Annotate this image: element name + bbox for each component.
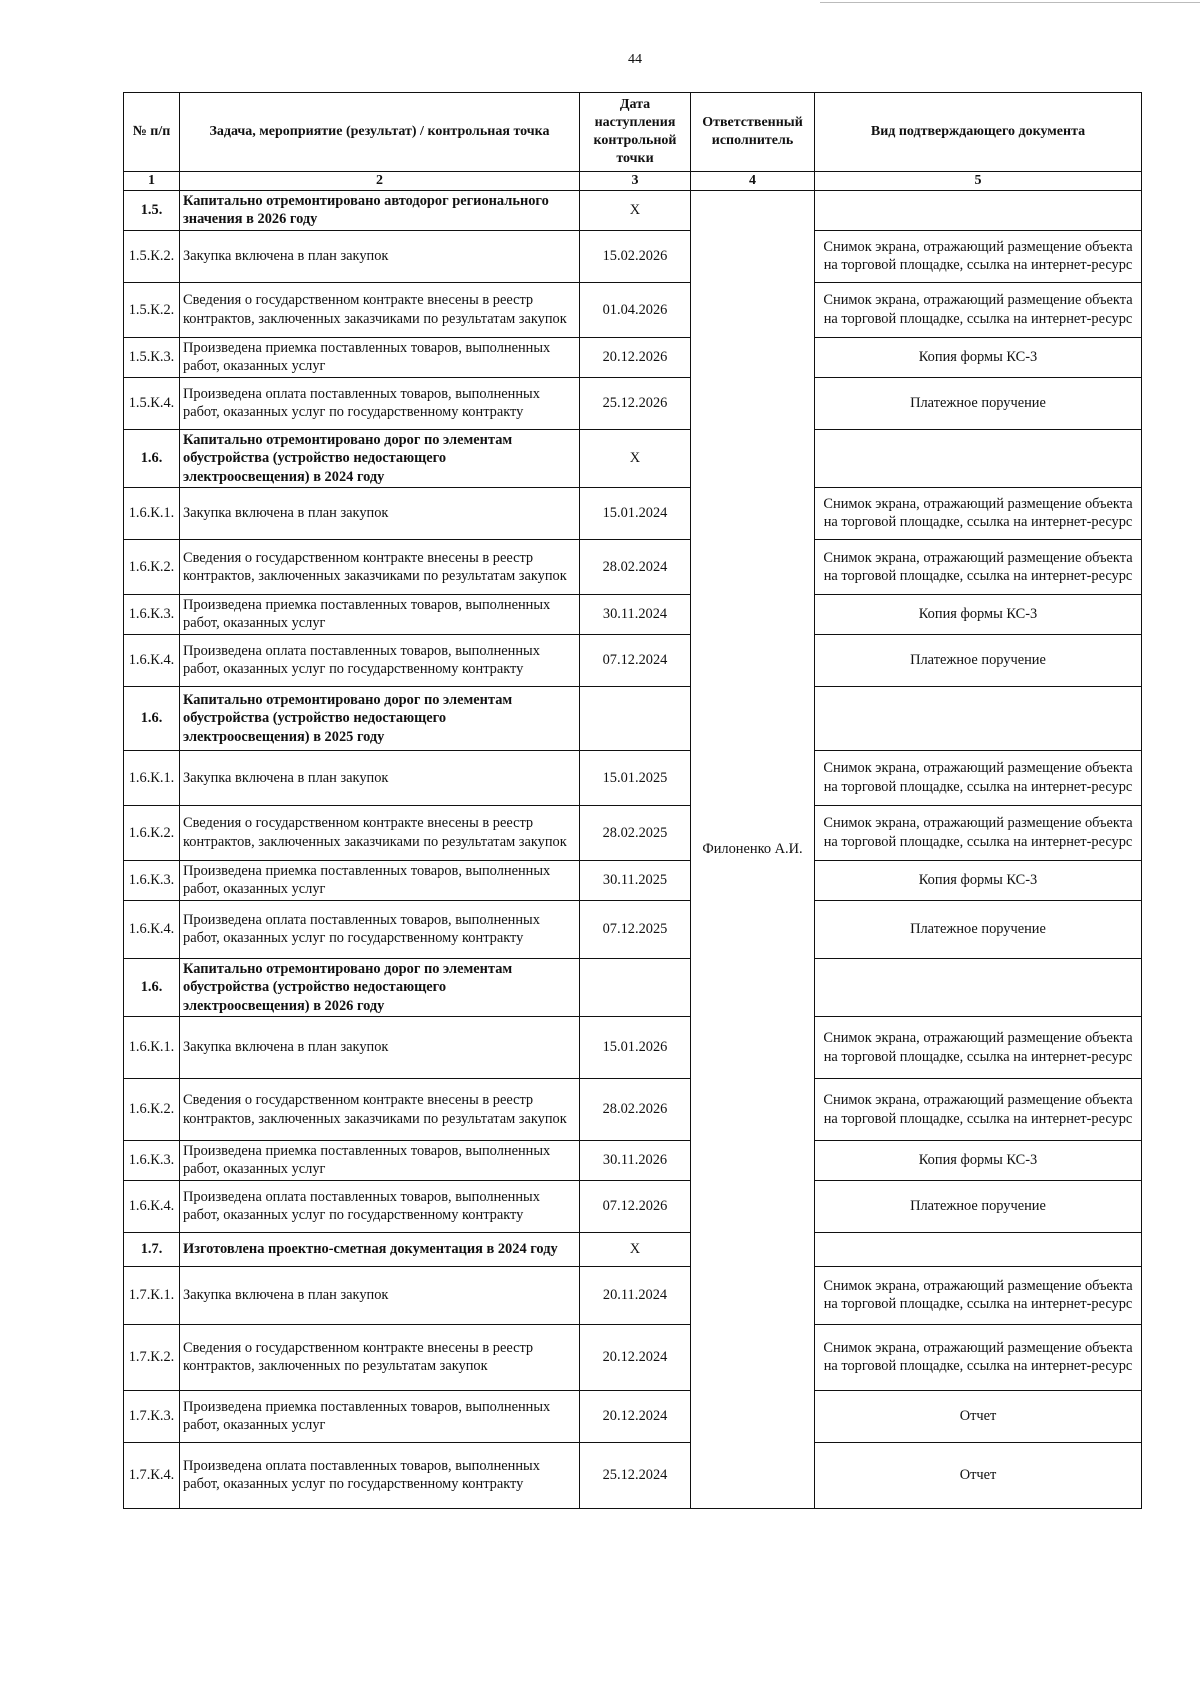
- column-number: 1: [124, 172, 180, 191]
- row-number: 1.6.К.2.: [124, 1079, 180, 1141]
- row-number: 1.6.К.4.: [124, 900, 180, 958]
- control-date: 20.12.2026: [580, 337, 691, 377]
- table-row: [124, 750, 1142, 805]
- control-date: 20.11.2024: [580, 1266, 691, 1324]
- row-number: 1.6.К.2.: [124, 805, 180, 860]
- confirming-document: Снимок экрана, отражающий размещение объекта на торговой площадке, ссылка на интернет-ресурс: [815, 805, 1142, 860]
- table-row: [124, 1079, 1142, 1141]
- table-row: [124, 1141, 1142, 1181]
- section-row: [124, 429, 1142, 487]
- confirming-document: Копия формы КС-3: [815, 1141, 1142, 1181]
- control-date: 25.12.2024: [580, 1442, 691, 1508]
- table-row: [124, 539, 1142, 594]
- task-text: Произведена оплата поставленных товаров, выполненных работ, оказанных услуг по государственному контракту: [180, 377, 580, 429]
- confirming-document: [815, 190, 1142, 230]
- control-points-table: [123, 92, 1142, 1509]
- task-text: Закупка включена в план закупок: [180, 230, 580, 282]
- row-number: 1.6.К.1.: [124, 1017, 180, 1079]
- confirming-document: Снимок экрана, отражающий размещение объекта на торговой площадке, ссылка на интернет-ресурс: [815, 1324, 1142, 1390]
- control-date: 07.12.2026: [580, 1180, 691, 1232]
- column-number: 2: [180, 172, 580, 191]
- header-task: Задача, мероприятие (результат) / контрольная точка: [180, 93, 580, 172]
- section-row: [124, 958, 1142, 1016]
- confirming-document: Снимок экрана, отражающий размещение объекта на торговой площадке, ссылка на интернет-ресурс: [815, 539, 1142, 594]
- confirming-document: Снимок экрана, отражающий размещение объекта на торговой площадке, ссылка на интернет-ресурс: [815, 230, 1142, 282]
- row-number: 1.7.: [124, 1232, 180, 1266]
- task-text: Сведения о государственном контракте внесены в реестр контрактов, заключенных заказчиками по результатам закупок: [180, 805, 580, 860]
- task-text: Произведена оплата поставленных товаров, выполненных работ, оказанных услуг по государственному контракту: [180, 634, 580, 686]
- column-number: 5: [815, 172, 1142, 191]
- top-rule: [820, 2, 1200, 3]
- task-text: Произведена приемка поставленных товаров, выполненных работ, оказанных услуг: [180, 1390, 580, 1442]
- header-document: Вид подтверждающего документа: [815, 93, 1142, 172]
- row-number: 1.6.К.1.: [124, 487, 180, 539]
- row-number: 1.6.К.1.: [124, 750, 180, 805]
- table-row: [124, 377, 1142, 429]
- task-text: Произведена оплата поставленных товаров, выполненных работ, оказанных услуг по государственному контракту: [180, 900, 580, 958]
- task-text: Произведена оплата поставленных товаров, выполненных работ, оказанных услуг по государственному контракту: [180, 1442, 580, 1508]
- table-row: [124, 1180, 1142, 1232]
- row-number: 1.7.К.3.: [124, 1390, 180, 1442]
- confirming-document: [815, 958, 1142, 1016]
- table-row: [124, 230, 1142, 282]
- row-number: 1.5.: [124, 190, 180, 230]
- table-row: [124, 805, 1142, 860]
- column-number: 4: [691, 172, 815, 191]
- confirming-document: [815, 429, 1142, 487]
- task-text: Закупка включена в план закупок: [180, 1266, 580, 1324]
- task-text: Произведена оплата поставленных товаров, выполненных работ, оказанных услуг по государственному контракту: [180, 1180, 580, 1232]
- control-date: 15.02.2026: [580, 230, 691, 282]
- column-number-row: [124, 172, 1142, 191]
- task-text: Произведена приемка поставленных товаров, выполненных работ, оказанных услуг: [180, 594, 580, 634]
- row-number: 1.6.К.3.: [124, 860, 180, 900]
- task-text: Произведена приемка поставленных товаров, выполненных работ, оказанных услуг: [180, 337, 580, 377]
- table-row: [124, 1324, 1142, 1390]
- section-title: Капитально отремонтировано дорог по элементам обустройства (устройство недостающего электроосвещения) в 2026 году: [180, 958, 580, 1016]
- table-body: [124, 190, 1142, 1508]
- table-row: [124, 634, 1142, 686]
- confirming-document: Снимок экрана, отражающий размещение объекта на торговой площадке, ссылка на интернет-ресурс: [815, 282, 1142, 337]
- section-title: Капитально отремонтировано автодорог регионального значения в 2026 году: [180, 190, 580, 230]
- row-number: 1.6.К.3.: [124, 1141, 180, 1181]
- table-row: [124, 900, 1142, 958]
- table-row: [124, 1442, 1142, 1508]
- confirming-document: Платежное поручение: [815, 377, 1142, 429]
- confirming-document: Снимок экрана, отражающий размещение объекта на торговой площадке, ссылка на интернет-ресурс: [815, 487, 1142, 539]
- table-row: [124, 594, 1142, 634]
- control-date: 28.02.2024: [580, 539, 691, 594]
- control-date: 15.01.2024: [580, 487, 691, 539]
- table-row: [124, 337, 1142, 377]
- row-number: 1.6.: [124, 686, 180, 750]
- confirming-document: [815, 1232, 1142, 1266]
- section-title: Капитально отремонтировано дорог по элементам обустройства (устройство недостающего электроосвещения) в 2025 году: [180, 686, 580, 750]
- task-text: Сведения о государственном контракте внесены в реестр контрактов, заключенных заказчиками по результатам закупок: [180, 1079, 580, 1141]
- confirming-document: [815, 686, 1142, 750]
- row-number: 1.7.К.2.: [124, 1324, 180, 1390]
- section-title: Капитально отремонтировано дорог по элементам обустройства (устройство недостающего электроосвещения) в 2024 году: [180, 429, 580, 487]
- control-date: 01.04.2026: [580, 282, 691, 337]
- row-number: 1.6.К.4.: [124, 634, 180, 686]
- table-row: [124, 1390, 1142, 1442]
- header-num: № п/п: [124, 93, 180, 172]
- task-text: Сведения о государственном контракте внесены в реестр контрактов, заключенных по результатам закупок: [180, 1324, 580, 1390]
- task-text: Закупка включена в план закупок: [180, 1017, 580, 1079]
- table-row: [124, 860, 1142, 900]
- section-title: Изготовлена проектно-сметная документация в 2024 году: [180, 1232, 580, 1266]
- control-date: 25.12.2026: [580, 377, 691, 429]
- control-date: 28.02.2025: [580, 805, 691, 860]
- task-text: Произведена приемка поставленных товаров, выполненных работ, оказанных услуг: [180, 860, 580, 900]
- task-text: Произведена приемка поставленных товаров, выполненных работ, оказанных услуг: [180, 1141, 580, 1181]
- header-row: [124, 93, 1142, 172]
- task-text: Сведения о государственном контракте внесены в реестр контрактов, заключенных заказчиками по результатам закупок: [180, 282, 580, 337]
- table-row: [124, 487, 1142, 539]
- section-row: [124, 686, 1142, 750]
- confirming-document: Отчет: [815, 1390, 1142, 1442]
- responsible-person: Филоненко А.И.: [691, 190, 815, 1508]
- confirming-document: Копия формы КС-3: [815, 860, 1142, 900]
- confirming-document: Снимок экрана, отражающий размещение объекта на торговой площадке, ссылка на интернет-ресурс: [815, 1017, 1142, 1079]
- table-row: [124, 282, 1142, 337]
- confirming-document: Платежное поручение: [815, 634, 1142, 686]
- row-number: 1.5.К.4.: [124, 377, 180, 429]
- row-number: 1.5.К.2.: [124, 230, 180, 282]
- row-number: 1.5.К.3.: [124, 337, 180, 377]
- control-date: [580, 958, 691, 1016]
- control-date: 30.11.2025: [580, 860, 691, 900]
- control-date: Х: [580, 190, 691, 230]
- control-date: 30.11.2024: [580, 594, 691, 634]
- control-date: 07.12.2025: [580, 900, 691, 958]
- control-date: [580, 686, 691, 750]
- row-number: 1.7.К.1.: [124, 1266, 180, 1324]
- control-date: 15.01.2026: [580, 1017, 691, 1079]
- row-number: 1.5.К.2.: [124, 282, 180, 337]
- control-date: Х: [580, 1232, 691, 1266]
- control-date: Х: [580, 429, 691, 487]
- confirming-document: Снимок экрана, отражающий размещение объекта на торговой площадке, ссылка на интернет-ресурс: [815, 750, 1142, 805]
- control-date: 07.12.2024: [580, 634, 691, 686]
- header-responsible: Ответственный исполнитель: [691, 93, 815, 172]
- confirming-document: Платежное поручение: [815, 1180, 1142, 1232]
- control-date: 20.12.2024: [580, 1390, 691, 1442]
- row-number: 1.7.К.4.: [124, 1442, 180, 1508]
- task-text: Закупка включена в план закупок: [180, 750, 580, 805]
- task-text: Сведения о государственном контракте внесены в реестр контрактов, заключенных заказчиками по результатам закупок: [180, 539, 580, 594]
- header-date: Дата наступления контрольной точки: [580, 93, 691, 172]
- confirming-document: Отчет: [815, 1442, 1142, 1508]
- row-number: 1.6.К.3.: [124, 594, 180, 634]
- task-text: Закупка включена в план закупок: [180, 487, 580, 539]
- control-date: 15.01.2025: [580, 750, 691, 805]
- table-row: [124, 1266, 1142, 1324]
- row-number: 1.6.: [124, 429, 180, 487]
- row-number: 1.6.К.4.: [124, 1180, 180, 1232]
- table-row: [124, 1017, 1142, 1079]
- confirming-document: Снимок экрана, отражающий размещение объекта на торговой площадке, ссылка на интернет-ресурс: [815, 1079, 1142, 1141]
- confirming-document: Копия формы КС-3: [815, 594, 1142, 634]
- confirming-document: Снимок экрана, отражающий размещение объекта на торговой площадке, ссылка на интернет-ресурс: [815, 1266, 1142, 1324]
- confirming-document: Платежное поручение: [815, 900, 1142, 958]
- section-row: [124, 190, 1142, 230]
- page-number: 44: [628, 52, 642, 67]
- section-row: [124, 1232, 1142, 1266]
- control-date: 28.02.2026: [580, 1079, 691, 1141]
- row-number: 1.6.: [124, 958, 180, 1016]
- row-number: 1.6.К.2.: [124, 539, 180, 594]
- control-date: 30.11.2026: [580, 1141, 691, 1181]
- column-number: 3: [580, 172, 691, 191]
- control-date: 20.12.2024: [580, 1324, 691, 1390]
- confirming-document: Копия формы КС-3: [815, 337, 1142, 377]
